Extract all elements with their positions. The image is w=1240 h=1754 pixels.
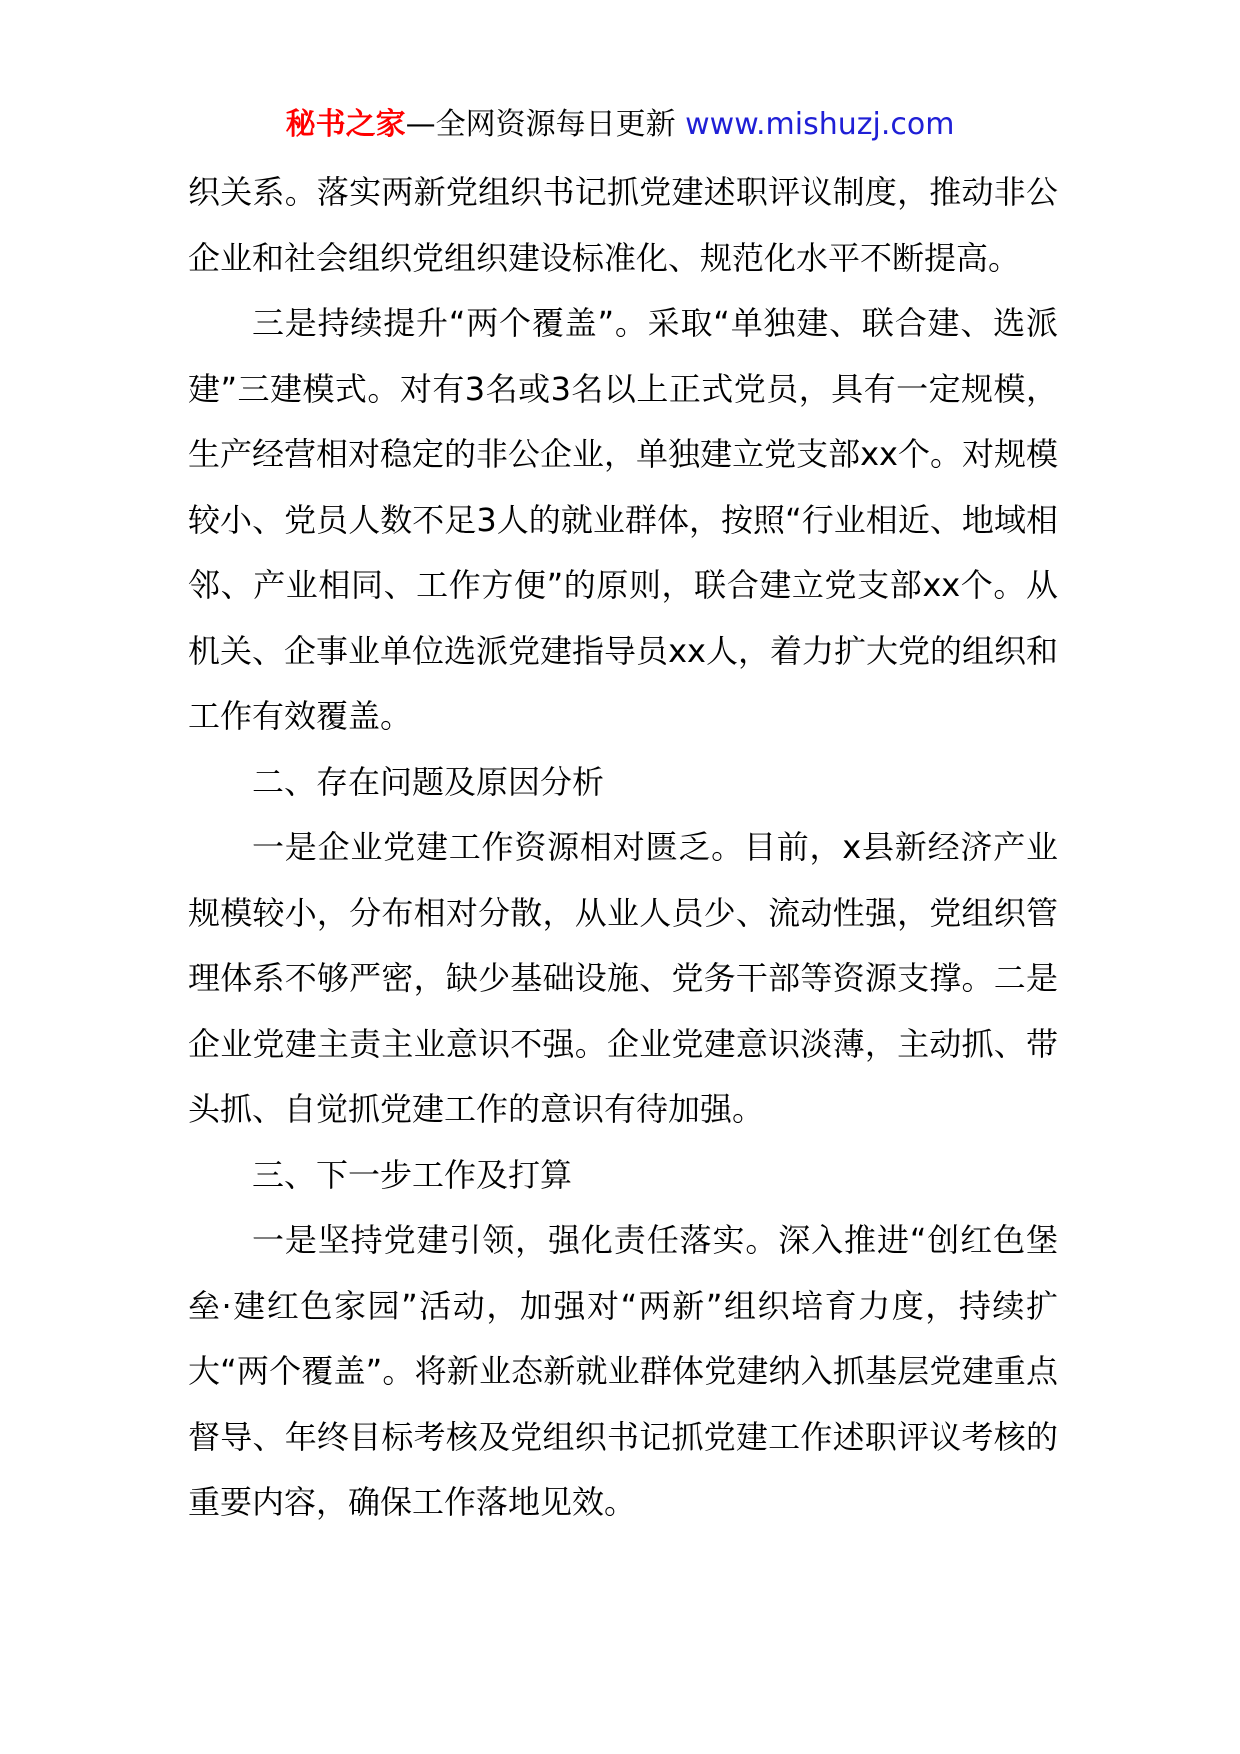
- header-slogan: —全网资源每日更新: [405, 107, 686, 142]
- document-body: [188, 160, 1058, 1536]
- header-brand: 秘书之家: [285, 107, 406, 142]
- paragraph-two-coverage: 三是持续提升“两个覆盖”。采取“单独建、联合建、选派建”三建模式。对有3名或3名以上正式党员，具有一定规模，生产经营相对稳定的非公企业，单独建立党支部xx个。对规模较小、党员人数不足3人的就业群体，按照“行业相近、地域相邻、产业相同、工作方便”的原则，联合建立党支部xx个。从机关、企事业单位选派党建指导员xx人，着力扩大党的组织和工作有效覆盖。: [188, 304, 1058, 735]
- paragraph-continued: 织关系。落实两新党组织书记抓党建述职评议制度，推动非公企业和社会组织党组织建设标准化、规范化水平不断提高。: [188, 173, 1058, 277]
- section-heading-next-steps: 三、下一步工作及打算: [252, 1155, 573, 1194]
- section-heading-problems: 二、存在问题及原因分析: [252, 762, 605, 801]
- paragraph-problems: 一是企业党建工作资源相对匮乏。目前，x县新经济产业规模较小，分布相对分散，从业人员少、流动性强，党组织管理体系不够严密，缺少基础设施、党务干部等资源支撑。二是企业党建主责主业意识不强。企业党建意识淡薄，主动抓、带头抓、自觉抓党建工作的意识有待加强。: [188, 828, 1058, 1128]
- page-header: [0, 100, 1240, 150]
- header-url[interactable]: www.mishuzj.com: [685, 107, 955, 142]
- paragraph-next-steps: 一是坚持党建引领，强化责任落实。深入推进“创红色堡垒·建红色家园”活动，加强对“两新”组织培育力度，持续扩大“两个覆盖”。将新业态新就业群体党建纳入抓基层党建重点督导、年终目标考核及党组织书记抓党建工作述职评议考核的重要内容，确保工作落地见效。: [188, 1221, 1058, 1521]
